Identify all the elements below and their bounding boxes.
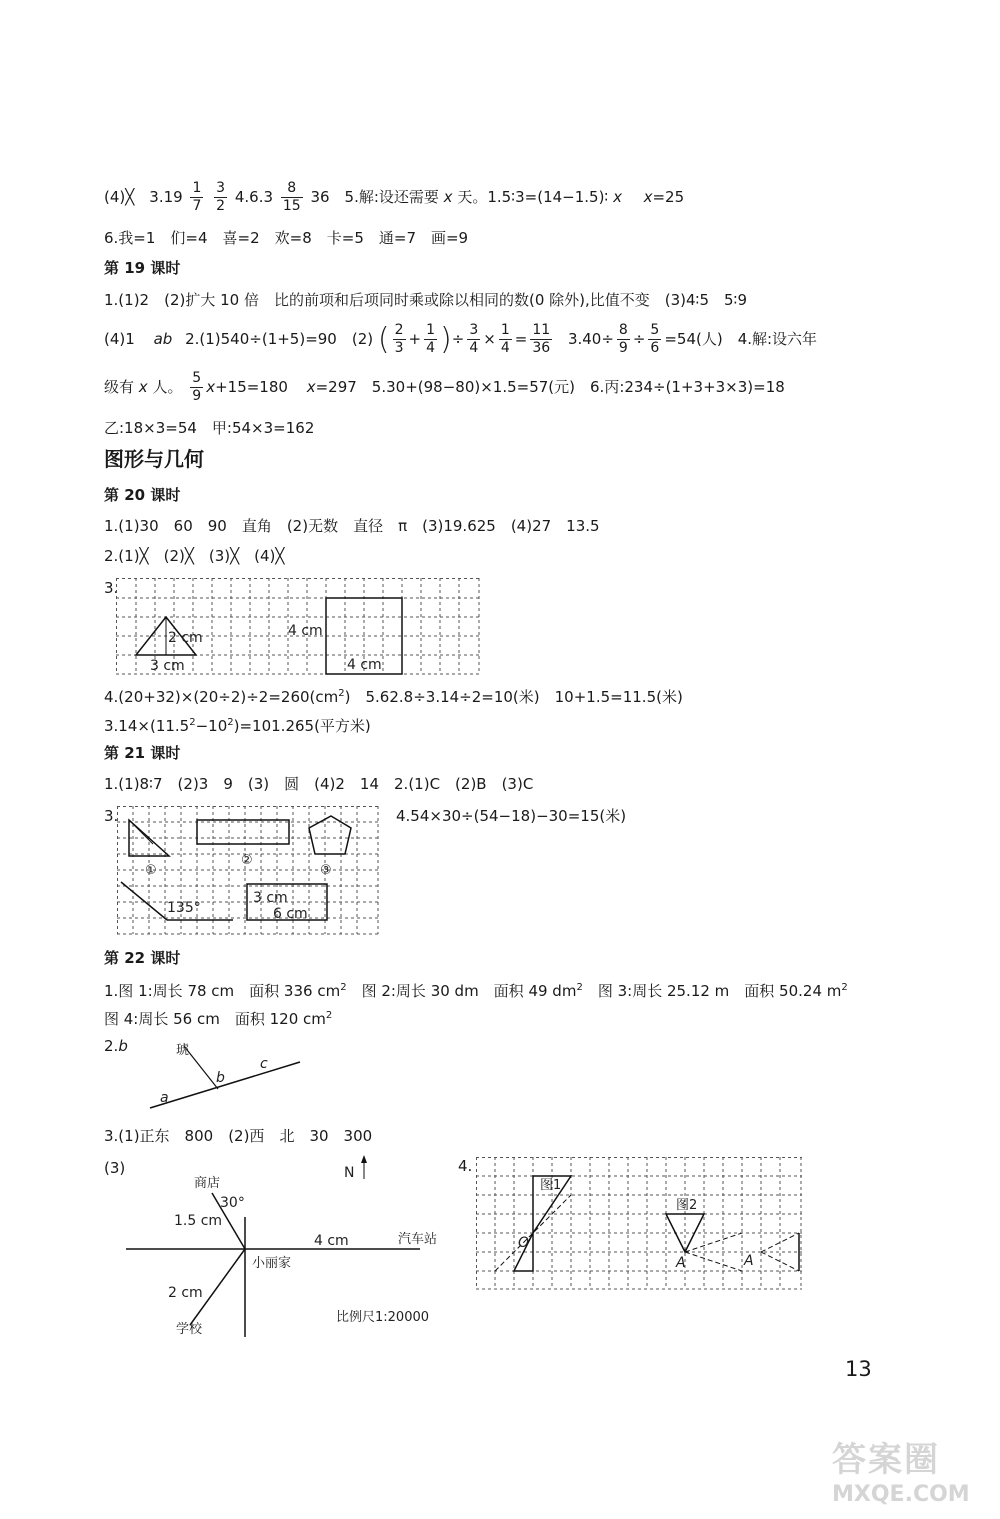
numerator: 8 [281, 180, 303, 198]
grid-figure-lesson20 [116, 578, 482, 678]
fraction [190, 180, 203, 215]
answer-line-1 [104, 180, 684, 215]
text: =25 [652, 188, 685, 206]
answer-line-15: 3.(1)正东 800 (2)西 北 30 300 [104, 1127, 373, 1145]
page-number: 13 [845, 1357, 872, 1381]
angle-label: 135° [167, 900, 201, 916]
fraction [281, 180, 303, 215]
denominator: 9 [192, 388, 202, 404]
variable: x [206, 378, 216, 396]
point-a-label: a [160, 1090, 169, 1106]
rectangle-shape [197, 820, 289, 844]
superscript: 2 [576, 982, 583, 993]
denominator: 36 [532, 340, 551, 356]
text: 图 3:周长 25.12 m 面积 50.24 m [582, 982, 842, 1000]
text: 3.40÷ [567, 330, 614, 348]
numerator: 5 [192, 370, 202, 386]
distance-shop-label: 1.5 cm [174, 1213, 223, 1229]
fraction [393, 322, 406, 357]
home-label: 小丽家 [252, 1256, 292, 1271]
text: 图 2:周长 30 dm 面积 49 dm [346, 982, 577, 1000]
answer-line-5 [104, 370, 785, 405]
square-width-label: 4 cm [347, 657, 382, 673]
map-figure [124, 1155, 454, 1340]
denominator: 9 [618, 340, 628, 356]
text: =297 5.30+(98−80)×1.5=57(元) 6.丙:234÷(1+3+3×3)=18 [315, 378, 785, 396]
denominator: 15 [282, 198, 301, 214]
lesson-19-heading: 第 19 课时 [104, 259, 181, 277]
answer-line-10 [104, 713, 371, 736]
superscript: 2 [189, 717, 196, 728]
figure-2-label: 图2 [676, 1198, 698, 1213]
point-b-label: b [216, 1070, 225, 1086]
answer-line-8: 2.(1)╳ (2)╳ (3)╳ (4)╳ [104, 547, 285, 565]
text: 2.(1)540÷(1+5)=90 (2) [185, 330, 374, 348]
fraction [467, 322, 480, 357]
answer-line-6: 乙:18×3=54 甲:54×3=162 [104, 419, 315, 437]
watermark-bottom: MXQE.COM [832, 1482, 970, 1507]
bus-station-label: 汽车站 [398, 1232, 438, 1247]
numerator: 3 [469, 322, 479, 338]
square-height-label: 4 cm [288, 623, 323, 639]
fraction [424, 322, 437, 357]
text: 3.14×(11.5 [104, 717, 190, 735]
answer-line-4: (4)1 ab 2.(1)540÷(1+5)=90 (2) ( $\frac{2}{3}$ + $\frac{1}{4}$ )÷ $\frac{3}{4}$ × $\frac{1}{4}$ = $\frac{11}{36}$ 3.40÷ $\frac{8}{9}$ ÷ $\frac{5}{6}$ =54(人) 4.解:设六年 [104, 321, 818, 357]
denominator: 4 [500, 340, 510, 356]
answer-line-3: 1.(1)2 (2)扩大 10 倍 比的前项和后项同时乘或除以相同的数(0 除外),比值不变 (3)4∶5 5∶9 [104, 291, 747, 309]
fraction [530, 322, 552, 357]
numerator: 5 [650, 322, 660, 338]
answer-line-14 [104, 1006, 332, 1029]
fraction [190, 370, 203, 405]
denominator: 4 [426, 340, 436, 356]
numerator: 1 [426, 322, 436, 338]
variable: b [118, 1037, 128, 1055]
denominator: 6 [650, 340, 660, 356]
rect-width-label: 6 cm [273, 906, 308, 922]
top-mark: 琥 [176, 1043, 190, 1058]
rect-height-label: 3 cm [253, 890, 288, 906]
q4-grid-figure [476, 1157, 804, 1293]
text: 4.6.3 [234, 188, 274, 206]
text: 天。1.5∶3=(14−1.5)∶ [457, 188, 609, 206]
variable: x [613, 188, 623, 206]
q3-label-21: 3. [104, 807, 119, 825]
fraction [648, 322, 661, 357]
section-title: 图形与几何 [104, 447, 204, 471]
answer-line-7: 1.(1)30 60 90 直角 (2)无数 直径 π (3)19.625 (4)27 13.5 [104, 517, 600, 535]
superscript: 2 [841, 982, 848, 993]
text: )=101.265(平方米) [233, 717, 371, 735]
text: 图 4:周长 56 cm 面积 120 cm [104, 1010, 326, 1028]
variable: x [443, 188, 453, 206]
superscript: 2 [338, 688, 345, 699]
numerator: 11 [532, 322, 551, 338]
point-a1-label: A [676, 1255, 686, 1271]
superscript: 2 [227, 717, 234, 728]
numerator: 2 [394, 322, 404, 338]
text: (4)╳ 3.19 [104, 188, 183, 206]
text: 级有 [104, 378, 135, 396]
text: (4)1 [104, 330, 135, 348]
answer-line-12: 4.54×30÷(54−18)−30=15(米) [396, 807, 627, 825]
text: 人。 [152, 378, 183, 396]
numerator: 1 [500, 322, 510, 338]
distance-school-label: 2 cm [168, 1285, 203, 1301]
text: 36 5.解:设还需要 [310, 188, 439, 206]
figure-1-label: 图1 [540, 1178, 562, 1193]
variable: ab [153, 330, 173, 348]
q2-label [104, 1036, 128, 1056]
north-label: N [344, 1165, 355, 1181]
text: −10 [195, 717, 228, 735]
watermark-logo [826, 1422, 996, 1517]
q3-label: 3. [104, 579, 119, 597]
denominator: 4 [469, 340, 479, 356]
triangle-base-label: 3 cm [150, 658, 185, 674]
point-c-label: c [260, 1056, 268, 1072]
distance-bus-label: 4 cm [314, 1233, 349, 1249]
numerator: 3 [216, 180, 226, 196]
superscript: 2 [325, 1010, 333, 1021]
text: +15=180 [215, 378, 288, 396]
text: 4.(20+32)×(20÷2)÷2=260(cm [104, 688, 339, 706]
denominator: 3 [394, 340, 404, 356]
variable: x [643, 188, 653, 206]
variable: x [306, 378, 316, 396]
numerator: 8 [618, 322, 628, 338]
q4-label: 4. [458, 1157, 473, 1175]
text: 2. [104, 1037, 119, 1055]
variable: x [138, 378, 148, 396]
fraction [499, 322, 512, 357]
map-label: (3) [104, 1159, 126, 1177]
point-a2-label: A [744, 1253, 754, 1269]
point-o-label: O [518, 1235, 530, 1251]
denominator: 2 [216, 198, 226, 214]
text: 1.图 1:周长 78 cm 面积 336 cm [104, 982, 341, 1000]
marker-1: ① [145, 863, 157, 878]
numerator: 1 [192, 180, 202, 196]
superscript: 2 [340, 982, 347, 993]
lesson-21-heading: 第 21 课时 [104, 744, 181, 762]
fraction [617, 322, 630, 357]
angle-30-label: 30° [220, 1195, 245, 1211]
triangle-height-label: 2 cm [168, 630, 203, 646]
scale-label: 比例尺1:20000 [336, 1310, 430, 1325]
q2-line-figure [140, 1034, 310, 1114]
fraction [214, 180, 227, 215]
watermark-top: 答案圈 [832, 1440, 940, 1480]
text: =54(人) 4.解:设六年 [664, 330, 818, 348]
answer-line-2: 6.我=1 们=4 喜=2 欢=8 卡=5 通=7 画=9 [104, 229, 469, 247]
marker-2: ② [241, 853, 253, 868]
answer-line-9 [104, 684, 683, 707]
lesson-22-heading: 第 22 课时 [104, 949, 181, 967]
text: ) 5.62.8÷3.14÷2=10(米) 10+1.5=11.5(米) [344, 688, 683, 706]
school-label: 学校 [176, 1322, 203, 1337]
answer-line-13 [104, 978, 848, 1001]
marker-3: ③ [320, 863, 332, 878]
shop-label: 商店 [194, 1176, 221, 1191]
denominator: 7 [192, 198, 202, 214]
answer-line-11: 1.(1)8∶7 (2)3 9 (3) 圆 (4)2 14 2.(1)C (2)B (3)C [104, 775, 534, 793]
lesson-20-heading: 第 20 课时 [104, 486, 181, 504]
grid-figure-lesson21 [117, 806, 383, 936]
